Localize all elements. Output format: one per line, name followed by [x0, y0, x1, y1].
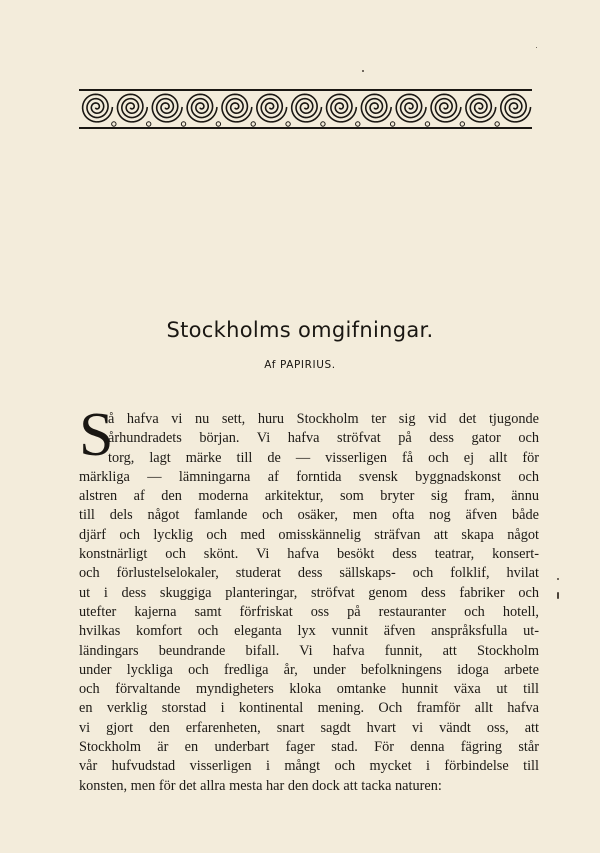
spiral-icon	[222, 94, 252, 122]
spiral-icon	[152, 94, 182, 122]
spiral-icon	[187, 94, 217, 122]
text-line: ut i dess skuggiga planteringar, ströfvat genom dess fabriker och	[79, 584, 539, 601]
ornament-dot	[390, 122, 394, 126]
text-line: vi gjort den erfarenheten, snart sagdt hvart vi vändt oss, att	[79, 719, 539, 736]
text-line: och förvaltande myndigheters kloka omtanke hunnit växa ut till	[79, 681, 539, 698]
ornament-dot	[146, 122, 150, 126]
text-line: Stockholm är en underbart fager stad. För denna fägring står	[79, 739, 539, 756]
paper-speck	[557, 578, 559, 580]
ornament-dot	[286, 122, 290, 126]
spiral-icon	[292, 94, 322, 122]
paper-speck	[536, 47, 537, 48]
text-line: vår hufvudstad visserligen i mångt och mycket i förbindelse till	[79, 758, 539, 775]
text-line: konstnärligt och skönt. Vi hafva besökt dess teatrar, konsert-	[79, 546, 539, 563]
ornament-dot	[181, 122, 185, 126]
text-line: konsten, men för det allra mesta har den dock att tacka naturen:	[79, 777, 442, 794]
text-line: hvilkas komfort och eleganta lyx vunnit äfven anspråksfulla ut-	[79, 623, 539, 640]
ornament-dot	[460, 122, 464, 126]
ornament-dot	[216, 122, 220, 126]
drop-cap: S	[79, 401, 114, 469]
body-text	[79, 401, 539, 796]
ornament-dot	[356, 122, 360, 126]
text-line: alstren af den moderna arkitektur, som bryter sig fram, ännu	[79, 488, 539, 505]
chapter-title: Stockholms omgifningar.	[166, 318, 434, 342]
text-line: å hafva vi nu sett, huru Stockholm ter sig vid det tjugonde	[108, 411, 539, 427]
ornament-dot	[321, 122, 325, 126]
paper-speck	[362, 70, 364, 72]
text-line: torg, lagt märke till de — visserligen få och ej allt för	[108, 449, 539, 466]
spiral-icon	[257, 94, 287, 122]
ornament-dot	[112, 122, 116, 126]
text-line: ländingars beundrande bifall. Vi hafva funnit, att Stockholm	[79, 642, 539, 659]
ornament-dot	[425, 122, 429, 126]
ornament-dot	[251, 122, 255, 126]
text-line: märkliga — lämningarna af forntida svensk byggnadskonst och	[79, 468, 539, 485]
spiral-icon	[501, 94, 531, 122]
ornament-dot	[495, 122, 499, 126]
paper-speck	[557, 592, 559, 599]
spiral-icon	[396, 94, 426, 122]
author-byline: Af PAPIRIUS.	[264, 359, 336, 371]
spiral-icon	[117, 94, 147, 122]
spiral-icon	[361, 94, 391, 122]
spiral-ornament-icon	[79, 88, 532, 130]
text-line: djärf och lycklig och med omisskännelig sträfvan att skapa något	[79, 526, 539, 543]
spiral-icon	[466, 94, 496, 122]
text-line: under lyckliga och fredliga år, under befolkningens idoga arbete	[79, 661, 539, 678]
spiral-icon	[431, 94, 461, 122]
spiral-icon	[327, 94, 357, 122]
spiral-icon	[83, 94, 113, 122]
text-line: en verklig storstad i kontinental mening. Och framför allt hafva	[79, 700, 539, 717]
text-line: till dels något famlande och osäker, men ofta nog äfven både	[79, 507, 539, 524]
text-line: och förlustelselokaler, studerat dess sällskaps- och folklif, hvilat	[79, 565, 539, 582]
text-line: århundradets början. Vi hafva ströfvat på dess gator och	[108, 430, 539, 447]
text-line: utefter kajerna samt förfriskat oss på restauranter och hotell,	[79, 603, 539, 620]
